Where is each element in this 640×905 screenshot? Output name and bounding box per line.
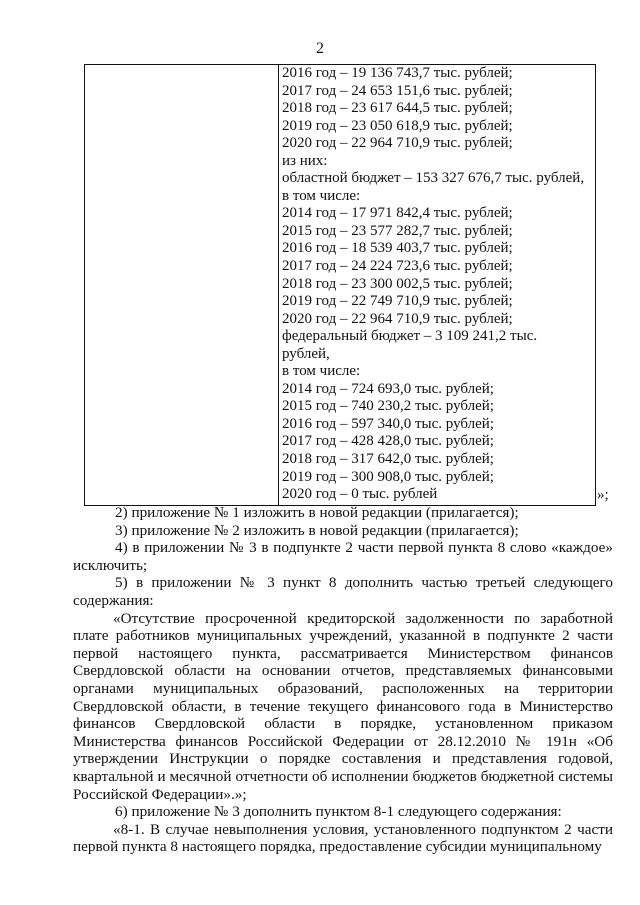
table-line: 2018 год – 23 300 002,5 тыс. рублей; (282, 275, 513, 292)
table-line: 2014 год – 17 971 842,4 тыс. рублей; (282, 205, 513, 222)
table-right-cell (279, 65, 596, 506)
table-line: 2014 год – 724 693,0 тыс. рублей; (282, 380, 494, 397)
paragraph-item-3: 3) приложение № 2 изложить в новой редакции (прилагается); (115, 521, 519, 539)
table-line: 2019 год – 22 749 710,9 тыс. рублей; (282, 293, 513, 310)
table-line: рублей, (282, 345, 330, 362)
paragraph-item-4: 4) в приложении № 3 в подпункте 2 части первой пункта 8 слово «каждое» исключить; (73, 539, 613, 574)
table-line: федеральный бюджет – 3 109 241,2 тыс. (282, 328, 538, 345)
table-line: 2015 год – 23 577 282,7 тыс. рублей; (282, 222, 513, 239)
table-left-cell (85, 65, 279, 506)
document-body (73, 504, 613, 856)
table-line: 2017 год – 24 653 151,6 тыс. рублей; (282, 82, 513, 99)
financing-table (84, 64, 596, 506)
table-line: из них: (282, 152, 328, 169)
table-line: в том числе: (282, 187, 361, 204)
table-line: 2019 год – 23 050 618,9 тыс. рублей; (282, 117, 513, 134)
table-line: 2016 год – 597 340,0 тыс. рублей; (282, 415, 494, 432)
table-line: 2020 год – 22 964 710,9 тыс. рублей; (282, 135, 513, 152)
paragraph-quoted-amendment: «Отсутствие просроченной кредиторской задолженности по заработной плате работников муниципальных учреждений, указанной в подпункте 2 части первой настоящего пункта, рассматривается Министерством финансов Свердловской области на основании отчетов, представляемых финансовыми органами муниципальных образований, расположенных на территории Свердловской области, в течение текущего финансового года в Министерство финансов Свердловской области в порядке, установленном приказом Министерства финансов Российской Федерации от 28.12.2010 № 191н «Об утверждении Инструкции о порядке составления и представления годовой, квартальной и месячной отчетности об исполнении бюджетов бюджетной системы Российской Федерации».»; (73, 609, 613, 803)
table-line: 2019 год – 300 908,0 тыс. рублей; (282, 468, 494, 485)
page-number: 2 (316, 40, 324, 57)
table-line: 2015 год – 740 230,2 тыс. рублей; (282, 398, 494, 415)
table-line: 2020 год – 0 тыс. рублей (282, 486, 438, 503)
table-line: 2016 год – 19 136 743,7 тыс. рублей; (282, 65, 513, 81)
paragraph-item-5: 5) в приложении № 3 пункт 8 дополнить частью третьей следующего содержания: (73, 574, 613, 609)
closing-quote-mark: »; (597, 487, 609, 503)
paragraph-point-8-1: «8-1. В случае невыполнения условия, установленного подпунктом 2 части первой пункта 8 настоящего порядка, предоставление субсидии муниципальному (73, 820, 613, 856)
table-line: 2016 год – 18 539 403,7 тыс. рублей; (282, 240, 513, 257)
table-line: областной бюджет – 153 327 676,7 тыс. рублей, (282, 170, 585, 187)
table-line: 2018 год – 23 617 644,5 тыс. рублей; (282, 100, 513, 117)
table-line: 2020 год – 22 964 710,9 тыс. рублей; (282, 310, 513, 327)
table-line: 2018 год – 317 642,0 тыс. рублей; (282, 451, 494, 468)
paragraph-item-2: 2) приложение № 1 изложить в новой редакции (прилагается); (115, 504, 519, 521)
paragraph-item-6: 6) приложение № 3 дополнить пунктом 8-1 следующего содержания: (115, 803, 562, 821)
table-line: в том числе: (282, 363, 361, 380)
table-line: 2017 год – 428 428,0 тыс. рублей; (282, 433, 494, 450)
table-line: 2017 год – 24 224 723,6 тыс. рублей; (282, 258, 513, 275)
